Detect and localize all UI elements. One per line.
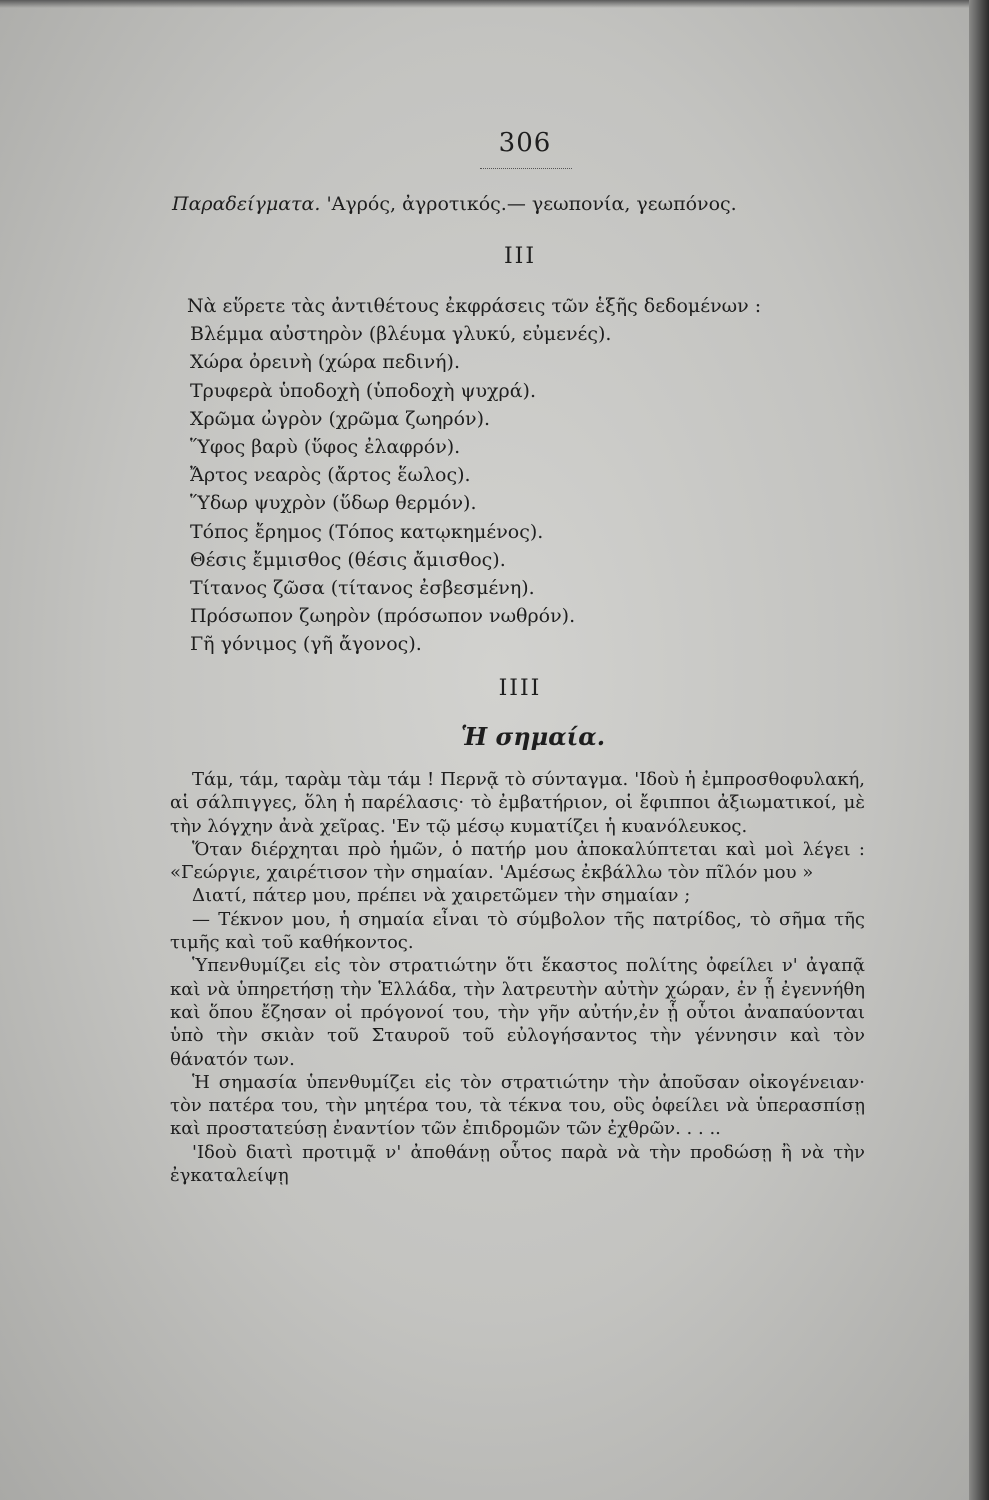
paragraph: Τάμ, τάμ, ταρὰμ τὰμ τάμ ! Περνᾷ τὸ σύνταγμα. 'Ιδοὺ ἡ ἐμπροσθοφυλακή, αἱ σάλπιγγες, ὅλη ἡ παρέλασις· τὸ ἐμβατήριον, οἱ ἔφιπποι ἀξιωματικοί, μὲ τὴν λόγχην ἀνὰ χεῖρας. 'Εν τῷ μέσῳ κυματίζει ἡ κυανόλευκος. xyxy=(170,769,865,837)
paragraph: Ὑπενθυμίζει εἰς τὸν στρατιώτην ὅτι ἕκαστος πολίτης ὀφείλει ν' ἀγαπᾷ καὶ νὰ ὑπηρετήσῃ τὴν Ἑλλάδα, τὴν λατρευτὴν αὐτὴν χώραν, ἐν ᾗ ἐγεννήθη καὶ ὅπου ἔζησαν οἱ πρόγονοί του, τὴν γῆν αὐτήν,ἐν ᾗ οὗτοι ἀναπαύονται ὑπὸ τὴν σκιὰν τοῦ Σταυροῦ τοῦ εὐλογήσαντος τὴν γέννησιν καὶ τὸν θάνατόν των. xyxy=(170,955,865,1070)
examples-line xyxy=(172,192,737,216)
lesson-body xyxy=(170,768,865,1187)
section-heading-four: IIII xyxy=(498,676,542,701)
page-top-shadow xyxy=(0,0,989,8)
exercise-item: Βλέμμα αὐστηρὸν (βλέυμα γλυκύ, εὐμενές). xyxy=(190,323,612,346)
paragraph: 'Ιδοὺ διατὶ προτιμᾷ ν' ἀποθάνῃ οὗτος παρὰ νὰ τὴν προδώσῃ ἢ νὰ τὴν ἐγκαταλείψῃ xyxy=(170,1141,865,1187)
paragraph: — Τέκνον μου, ἡ σημαία εἶναι τὸ σύμβολον τῆς πατρίδος, τὸ σῆμα τῆς τιμῆς καὶ τοῦ καθήκοντος. xyxy=(170,908,865,954)
exercise-item: Χρῶμα ὠγρὸν (χρῶμα ζωηρόν). xyxy=(190,407,491,430)
lesson-title: Ἡ σημαία. xyxy=(460,722,606,751)
section-heading-three: III xyxy=(503,244,537,269)
exercise-list xyxy=(187,292,762,659)
exercise-item: Χώρα ὀρεινὴ (χώρα πεδινή). xyxy=(190,351,460,374)
exercise-item: Τρυφερὰ ὑποδοχὴ (ὑποδοχὴ ψυχρά). xyxy=(190,379,536,402)
exercise-item: Ὕφος βαρὺ (ὕφος ἐλαφρόν). xyxy=(190,436,461,459)
page-number: 306 xyxy=(498,128,552,158)
exercise-item: Τόπος ἔρημος (Τόπος κατῳκημένος). xyxy=(190,520,544,543)
examples-label: Παραδείγματα. xyxy=(172,193,321,215)
examples-text: 'Αγρός, ἀγροτικός.— γεωπονία, γεωπόνος. xyxy=(326,193,737,215)
paragraph: Διατί, πάτερ μου, πρέπει νὰ χαιρετῶμεν τὴν σημαίαν ; xyxy=(192,885,691,907)
exercise-item: Γῆ γόνιμος (γῆ ἄγονος). xyxy=(190,633,422,656)
exercise-item: Ἄρτος νεαρὸς (ἄρτος ἕωλος). xyxy=(190,464,471,487)
exercise-item: Ὕδωρ ψυχρὸν (ὕδωρ θερμόν). xyxy=(190,492,477,515)
paragraph: Ὅταν διέρχηται πρὸ ἡμῶν, ὁ πατήρ μου ἀποκαλύπτεται καὶ μοὶ λέγει : «Γεώργιε, χαιρέτισον τὴν σημαίαν. 'Αμέσως ἐκβάλλω τὸν πῖλόν μου » xyxy=(170,838,865,884)
exercise-item: Θέσις ἔμμισθος (θέσις ἄμισθος). xyxy=(190,548,506,571)
paragraph: Ἡ σημασία ὑπενθυμίζει εἰς τὸν στρατιώτην τὴν ἀποῦσαν οἰκογένειαν· τὸν πατέρα του, τὴν μητέρα του, τὰ τέκνα του, οὓς ὀφείλει νὰ ὑπερασπίσῃ καὶ προστατεύσῃ ἐναντίον τῶν ἐπιδρομῶν τῶν ἐχθρῶν. . . .. xyxy=(170,1071,865,1140)
exercise-item: Πρόσωπον ζωηρὸν (πρόσωπον νωθρόν). xyxy=(190,605,576,628)
page-number-rule xyxy=(480,168,572,169)
exercise-item: Τίτανος ζῶσα (τίτανος ἐσβεσμένη). xyxy=(190,577,535,600)
exercise-instruction: Νὰ εὕρετε τὰς ἀντιθέτους ἐκφράσεις τῶν ἑξῆς δεδομένων : xyxy=(187,295,762,317)
